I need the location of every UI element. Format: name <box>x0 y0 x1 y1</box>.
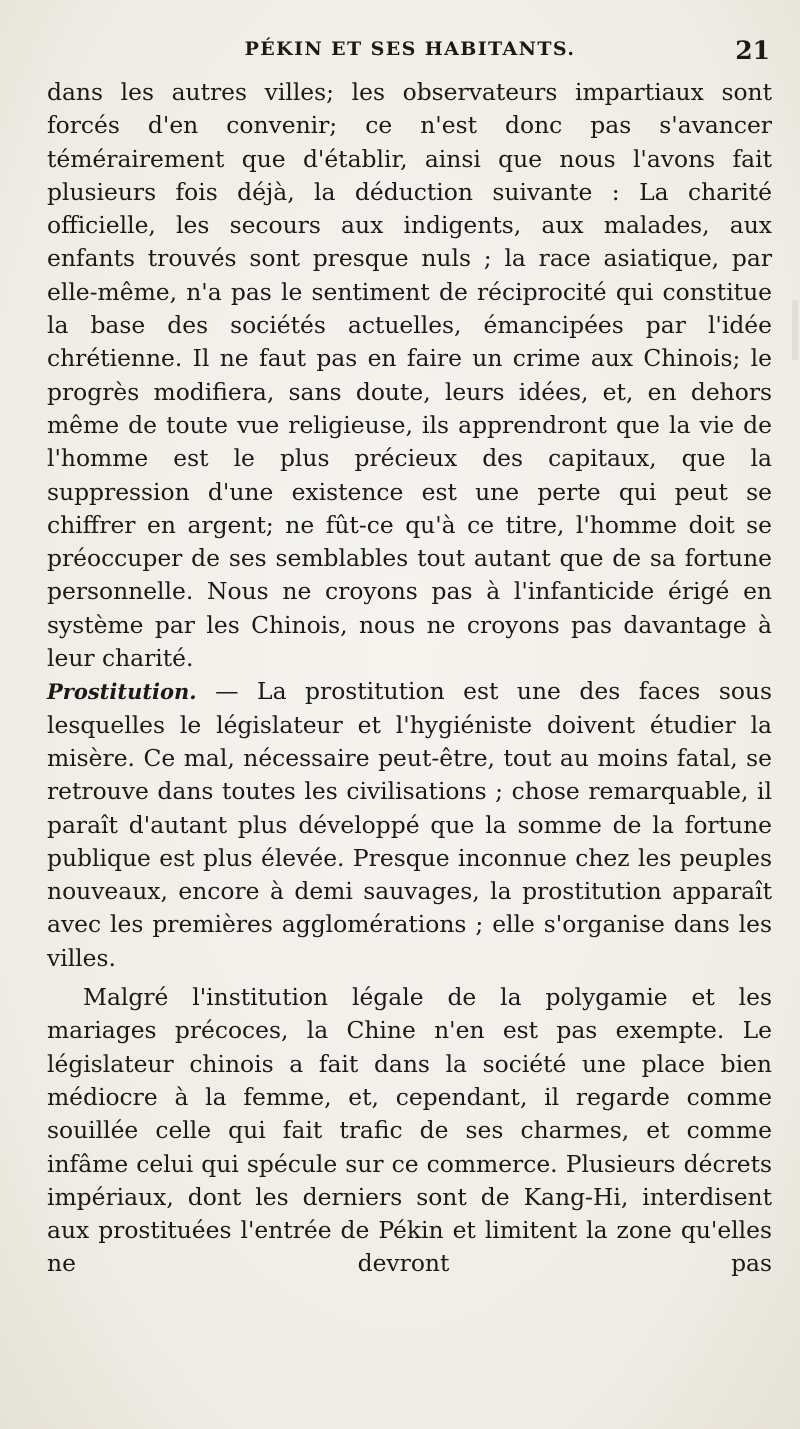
paragraph-prostitution-text: — La prostitution est une des faces sous lesquelles le législateur et l'hygiéniste doivent étudier la misère. Ce mal, nécessaire peut-être, tout au moins fatal, se retrouve dans toutes les civilisations ; chose remarquable, il paraît d'autant plus développé que la somme de la fortune publique est plus élevée. Presque inconnue chez les peuples nouveaux, encore à demi sauvages, la prostitution apparaît avec les premières agglomérations ; elle s'organise dans les villes. <box>47 677 772 972</box>
paragraph-polygamy: Malgré l'institution légale de la polygamie et les mariages précoces, la Chine n'en est pas exempte. Le législateur chinois a fait dans la société une place bien médiocre à la femme, et, cependant, il regarde comme souillée celle qui fait trafic de ses charmes, et comme infâme celui qui spécule sur ce commerce. Plusieurs décrets impériaux, dont les derniers sont de Kang-Hi, interdisent aux prostituées l'entrée de Pékin et limitent la zone qu'elles ne devront pas <box>47 983 772 1278</box>
running-title: PÉKIN ET SES HABITANTS. <box>244 38 576 60</box>
page-edge-shadow <box>792 300 798 360</box>
page-number: 21 <box>735 36 770 65</box>
paragraph-charity: dans les autres villes; les observateurs impartiaux sont forcés d'en convenir; ce n'est donc pas s'avancer témérairement que d'établir, ainsi que nous l'avons fait plusieurs fois déjà, la déduction suivante : La charité officielle, les secours aux indigents, aux malades, aux enfants trouvés sont presque nuls ; la race asiatique, par elle-même, n'a pas le sentiment de réciprocité qui constitue la base des sociétés actuelles, émancipées par l'idée chrétienne. Il ne faut pas en faire un crime aux Chinois; le progrès modifiera, sans doute, leurs idées, et, en dehors même de toute vue religieuse, ils apprendront que la vie de l'homme est le plus précieux des capitaux, que la suppression d'une existence est une perte qui peut se chiffrer en argent; ne fût-ce qu'à ce titre, l'homme doit se préoccuper de ses semblables tout autant que de sa fortune personnelle. Nous ne croyons pas à l'infanticide érigé en système par les Chinois, nous ne croyons pas davantage à leur charité. <box>47 78 772 673</box>
body-text <box>47 76 772 1281</box>
paragraph-prostitution <box>47 675 772 975</box>
page-header <box>50 36 770 70</box>
section-title: Prostitution. <box>47 679 197 705</box>
